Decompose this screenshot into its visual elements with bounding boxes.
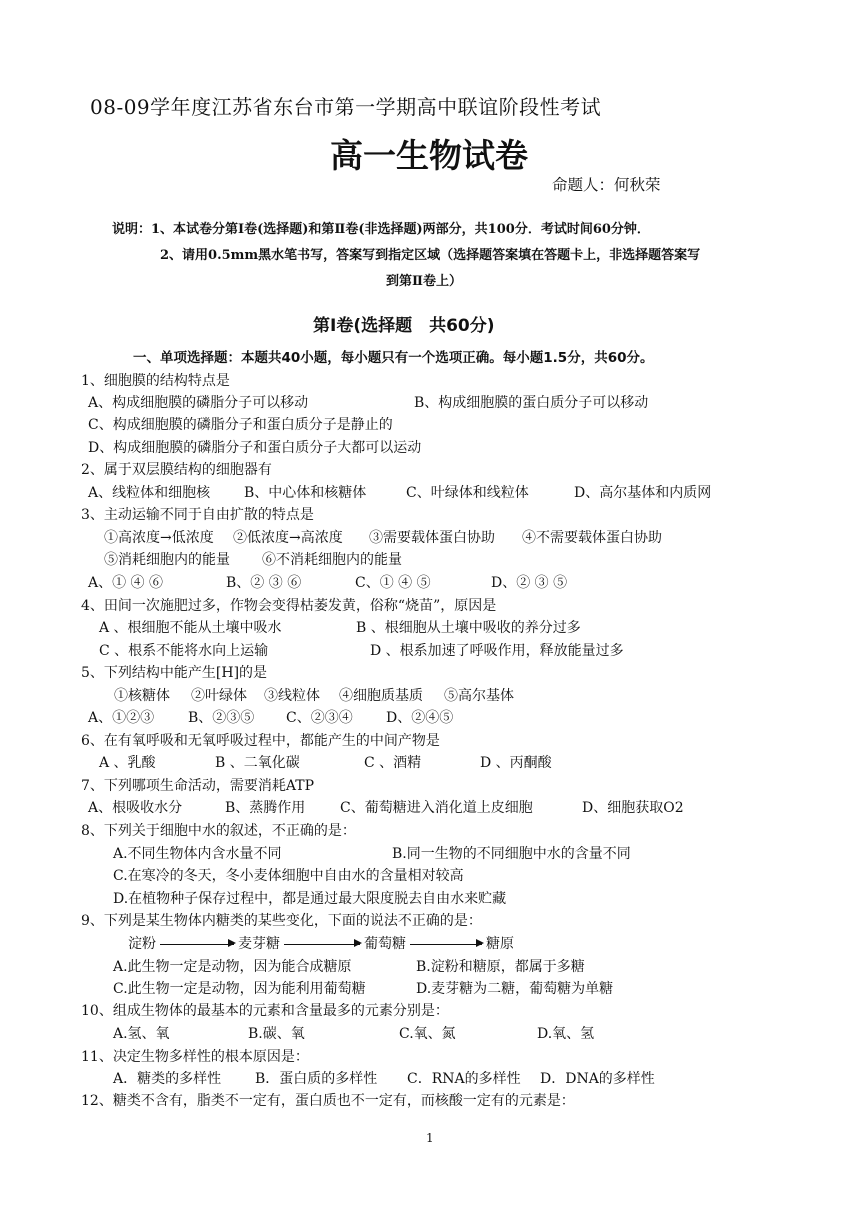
- question-stem: 12、糖类不含有，脂类不一定有，蛋白质也不一定有，而核酸一定有的元素是：: [81, 1093, 575, 1109]
- chain-glucose: 葡萄糖: [364, 936, 406, 952]
- question-stem: 10、组成生物体的最基本的元素和含量最多的元素分别是：: [81, 1003, 449, 1019]
- option-c: C．RNA的多样性: [407, 1071, 521, 1087]
- section-title: 第Ⅰ卷(选择题 共60分): [313, 316, 495, 336]
- option-b: B．蛋白质的多样性: [255, 1071, 378, 1087]
- option-d: D、② ③ ⑤: [491, 575, 568, 591]
- option-a: A、① ④ ⑥: [88, 575, 164, 591]
- statement-1: ①核糖体: [114, 688, 170, 704]
- option-d: D 、根系加速了呼吸作用，释放能量过多: [370, 643, 624, 659]
- option-b: B.淀粉和糖原，都属于多糖: [416, 959, 585, 975]
- option-c: C、① ④ ⑤: [355, 575, 431, 591]
- arrow-icon: [160, 944, 234, 945]
- exam-subtitle: 高一生物试卷: [330, 136, 528, 175]
- option-c: C.在寒冷的冬天，冬小麦体细胞中自由水的含量相对较高: [113, 868, 464, 884]
- section-instruction: 一、单项选择题：本题共40小题，每小题只有一个选项正确。每小题1.5分，共60分。: [133, 350, 654, 366]
- option-a: A.此生物一定是动物，因为能合成糖原: [113, 959, 352, 975]
- option-d: D、构成细胞膜的磷脂分子和蛋白质分子大都可以运动: [88, 440, 422, 456]
- option-b: B 、根细胞从土壤中吸收的养分过多: [356, 620, 581, 636]
- option-d: D、②④⑤: [386, 710, 454, 726]
- question-stem: 9、下列是某生物体内糖类的某些变化，下面的说法不正确的是：: [81, 913, 482, 929]
- question-stem: 3、主动运输不同于自由扩散的特点是: [81, 507, 314, 523]
- chain-starch: 淀粉: [128, 936, 156, 952]
- option-c: C、叶绿体和线粒体: [406, 485, 529, 501]
- option-d: D.麦芽糖为二糖，葡萄糖为单糖: [416, 981, 614, 997]
- note-line-3: 到第Ⅱ卷上）: [386, 274, 462, 289]
- question-stem: 8、下列关于细胞中水的叙述，不正确的是：: [81, 823, 356, 839]
- option-c: C 、酒精: [364, 755, 422, 771]
- option-d: D 、丙酮酸: [480, 755, 552, 771]
- statement-2: ②叶绿体: [191, 688, 247, 704]
- option-d: D.氧、氢: [537, 1026, 595, 1042]
- option-a: A、根吸收水分: [88, 800, 183, 816]
- arrow-icon: [284, 944, 360, 945]
- statement-5: ⑤消耗细胞内的能量: [104, 552, 230, 568]
- statement-4: ④细胞质基质: [339, 688, 423, 704]
- question-stem: 5、下列结构中能产生[H]的是: [81, 665, 268, 681]
- sugar-conversion-chain: [128, 933, 514, 953]
- option-b: B、中心体和核糖体: [244, 485, 367, 501]
- option-a: A、①②③: [88, 710, 155, 726]
- statement-1: ①高浓度→低浓度: [104, 530, 214, 546]
- option-c: C.此生物一定是动物，因为能利用葡萄糖: [113, 981, 366, 997]
- option-d: D.在植物种子保存过程中，都是通过最大限度脱去自由水来贮藏: [113, 891, 507, 907]
- option-b: B、② ③ ⑥: [226, 575, 302, 591]
- question-stem: 11、决定生物多样性的根本原因是：: [81, 1049, 309, 1065]
- option-a: A.不同生物体内含水量不同: [113, 846, 282, 862]
- statement-5: ⑤高尔基体: [444, 688, 514, 704]
- option-a: A、线粒体和细胞核: [88, 485, 211, 501]
- option-b: B.碳、氧: [248, 1026, 305, 1042]
- page-number: 1: [426, 1131, 434, 1145]
- statement-2: ②低浓度→高浓度: [233, 530, 343, 546]
- option-a: A.氢、氧: [113, 1026, 170, 1042]
- option-c: C、构成细胞膜的磷脂分子和蛋白质分子是静止的: [88, 417, 393, 433]
- question-stem: 2、属于双层膜结构的细胞器有: [81, 462, 272, 478]
- question-stem: 7、下列哪项生命活动，需要消耗ATP: [81, 778, 315, 794]
- chain-glycogen: 糖原: [486, 936, 514, 952]
- question-stem: 6、在有氧呼吸和无氧呼吸过程中，都能产生的中间产物是: [81, 733, 440, 749]
- option-b: B、蒸腾作用: [225, 800, 306, 816]
- option-b: B、构成细胞膜的蛋白质分子可以移动: [414, 395, 649, 411]
- question-stem: 1、细胞膜的结构特点是: [81, 373, 230, 389]
- option-d: D、高尔基体和内质网: [574, 485, 712, 501]
- option-a: A 、乳酸: [99, 755, 156, 771]
- note-line-2: 2、请用0.5mm黑水笔书写，答案写到指定区域（选择题答案填在答题卡上，非选择题答案写: [160, 248, 701, 263]
- option-b: B、②③⑤: [188, 710, 255, 726]
- option-c: C 、根系不能将水向上运输: [99, 643, 269, 659]
- option-a: A、构成细胞膜的磷脂分子可以移动: [88, 395, 309, 411]
- statement-3: ③线粒体: [264, 688, 320, 704]
- option-d: D、细胞获取O2: [582, 800, 684, 816]
- option-a: A 、根细胞不能从土壤中吸水: [99, 620, 282, 636]
- author-line: 命题人：何秋荣: [552, 176, 661, 194]
- statement-3: ③需要载体蛋白协助: [369, 530, 495, 546]
- option-d: D．DNA的多样性: [540, 1071, 655, 1087]
- exam-title: 08-09学年度江苏省东台市第一学期高中联谊阶段性考试: [90, 95, 602, 119]
- arrow-icon: [410, 944, 482, 945]
- option-a: A．糖类的多样性: [113, 1071, 222, 1087]
- chain-maltose: 麦芽糖: [238, 936, 280, 952]
- option-b: B.同一生物的不同细胞中水的含量不同: [392, 846, 631, 862]
- note-line-1: 说明：1、本试卷分第Ⅰ卷(选择题)和第Ⅱ卷(非选择题)两部分，共100分．考试时间60分钟．: [112, 222, 650, 237]
- statement-6: ⑥不消耗细胞内的能量: [262, 552, 402, 568]
- option-b: B 、二氧化碳: [215, 755, 300, 771]
- option-c: C.氧、氮: [399, 1026, 456, 1042]
- option-c: C、葡萄糖进入消化道上皮细胞: [340, 800, 533, 816]
- option-c: C、②③④: [286, 710, 353, 726]
- statement-4: ④不需要载体蛋白协助: [522, 530, 662, 546]
- question-stem: 4、田间一次施肥过多，作物会变得枯萎发黄，俗称“烧苗”，原因是: [81, 598, 497, 614]
